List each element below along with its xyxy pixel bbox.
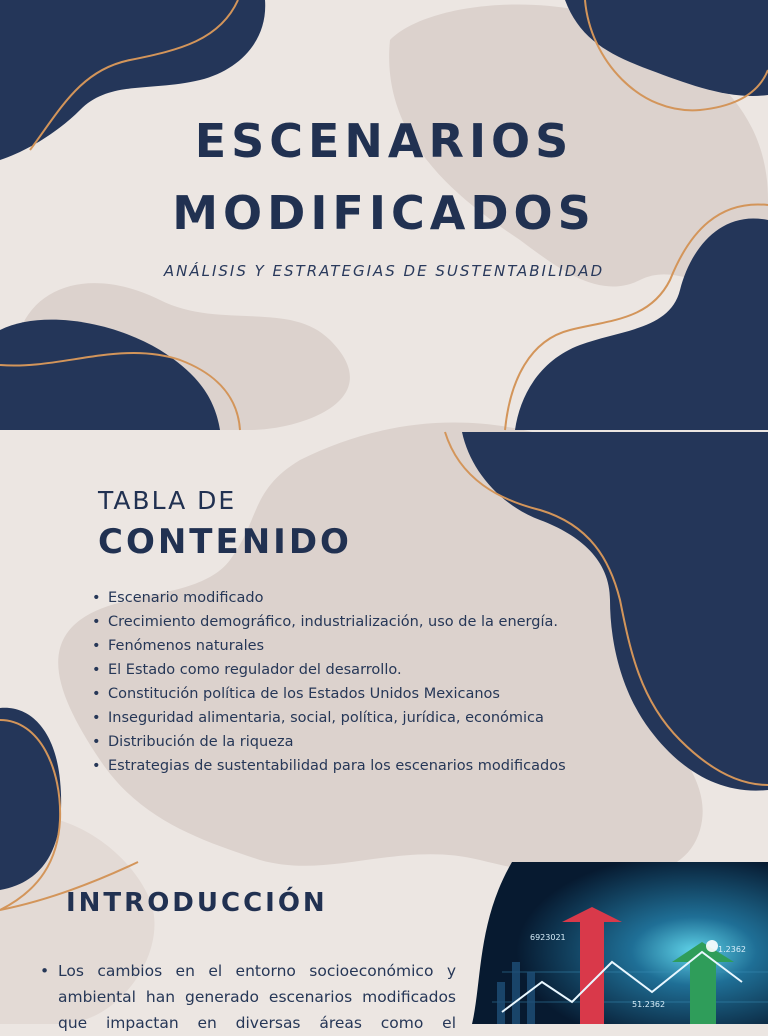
bullet-icon: •	[40, 962, 50, 980]
toc-title: CONTENIDO	[98, 522, 352, 562]
toc-item: • Fenómenos naturales	[90, 634, 570, 658]
photo-label: 6923021	[530, 933, 566, 942]
title-line-1: ESCENARIOS	[194, 114, 574, 168]
photo-label: 1.2362	[718, 945, 746, 954]
intro-text: Los cambios en el entorno socioeconómico y ambiental han generado escenarios modificados que impactan en diversas áreas como el	[58, 962, 456, 1032]
toc-item: • El Estado como regulador del desarrollo.	[90, 658, 570, 682]
toc-item: • Inseguridad alimentaria, social, política, jurídica, económica	[90, 706, 570, 730]
toc-item: • Estrategias de sustentabilidad para los escenarios modificados	[90, 754, 570, 778]
toc-item: • Crecimiento demográfico, industrialización, uso de la energía.	[90, 610, 570, 634]
intro-paragraph	[40, 958, 456, 1036]
photo-label: 51.2362	[632, 1000, 666, 1009]
finance-photo	[472, 862, 768, 1024]
toc-item: • Constitución política de los Estados Unidos Mexicanos	[90, 682, 570, 706]
title-line-2: MODIFICADOS	[172, 186, 596, 240]
intro-title: INTRODUCCIÓN	[66, 888, 328, 918]
subtitle: ANÁLISIS Y ESTRATEGIAS DE SUSTENTABILIDAD	[163, 262, 605, 280]
toc-item: • Escenario modificado	[90, 586, 570, 610]
toc-list	[90, 586, 570, 778]
toc-item: • Distribución de la riqueza	[90, 730, 570, 754]
toc-pre-title: TABLA DE	[98, 486, 237, 515]
